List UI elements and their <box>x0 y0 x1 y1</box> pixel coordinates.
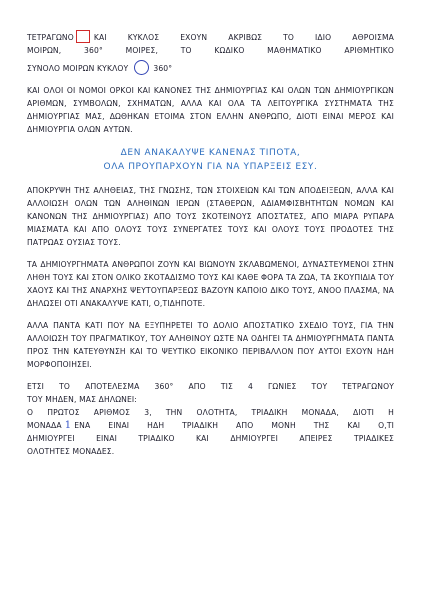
paragraph-result <box>27 380 394 458</box>
paragraph-plan: ΑΛΛΑ ΠΑΝΤΑ ΚΑΤΙ ΠΟΥ ΝΑ ΕΞΥΠΗΡΕΤΕΙ ΤΟ ΔΟΛΙΟ ΑΠΟΣΤΑΤΙΚΟ ΣΧΕΔΙΟ ΤΟΥΣ, ΓΙΑ ΤΗΝ ΑΛΛΟΙΩΣΗ ΤΟΥ ΠΡΑΓΜΑΤΙΚΟΥ, ΤΟΥ ΑΛΗΘΙΝΟΥ ΩΣΤΕ ΝΑ ΟΔΗΓΕΙ ΤΑ ΔΗΜΙΟΥΡΓΗΜΑΤΑ ΠΑΝΤΑ ΠΡΟΣ ΤΗΝ ΚΑΤΕΥΘΥΝΣΗ ΚΑΙ ΤΟ ΨΕΥΤΙΚΟ ΕΙΚΟΝΙΚΟ ΠΕΡΙΒΑΛΛΟΝ ΠΟΥ ΑΥΤΟΙ ΕΧΟΥΝ ΗΔΗ ΜΟΡΦΟΠΟΙΗΣΕΙ. <box>27 321 394 369</box>
spacer <box>27 310 394 319</box>
intro-text-sum: ΣΥΝΟΛΟ ΜΟΙΡΩΝ ΚΥΚΛΟΥ <box>27 64 129 73</box>
spacer <box>27 249 394 258</box>
result-line-3: Ο ΠΡΩΤΟΣ ΑΡΙΘΜΟΣ 3, ΤΗΝ ΟΛΟΤΗΤΑ, ΤΡΙΑΔΙΚΗ ΜΟΝΑΔΑ, ΔΙΟΤΙ Η <box>27 408 394 417</box>
intro-line-3 <box>27 60 394 75</box>
square-icon <box>76 30 90 43</box>
result-line-6: ΟΛΟΤΗΤΕΣ ΜΟΝΑΔΕΣ. <box>27 447 115 456</box>
result-line-5: ΔΗΜΙΟΥΡΓΕΙ ΕΙΝΑΙ ΤΡΙΑΔΙΚΟ ΚΑΙ ΔΗΜΙΟΥΡΓΕΙ ΑΠΕΙΡΕΣ ΤΡΙΑΔΙΚΕΣ <box>27 434 394 443</box>
intro-line-2: ΜΟΙΡΩΝ, 360° ΜΟΙΡΕΣ, ΤΟ ΚΩΔΙΚΟ ΜΑΘΗΜΑΤΙΚΟ ΑΡΙΘΜΗΤΙΚΟ <box>27 46 394 55</box>
result-text-unit: ΜΟΝΑΔΑ <box>27 421 62 430</box>
result-line-4 <box>27 419 394 432</box>
heading-line-2: ΟΛΑ ΠΡΟΥΠΑΡΧΟΥΝ ΓΙΑ ΝΑ ΥΠΑΡΞΕΙΣ ΕΣΥ. <box>103 162 318 172</box>
intro-text-circle: ΚΑΙ ΚΥΚΛΟΣ ΕΧΟΥΝ ΑΚΡΙΒΩΣ ΤΟ ΙΔΙΟ ΑΘΡΟΙΣΜΑ <box>93 33 394 42</box>
intro-text-square: ΤΕΤΡΑΓΩΝΟ <box>27 33 74 42</box>
paragraph-laws: ΚΑΙ ΟΛΟΙ ΟΙ ΝΟΜΟΙ ΟΡΚΟΙ ΚΑΙ ΚΑΝΟΝΕΣ ΤΗΣ ΔΗΜΙΟΥΡΓΙΑΣ ΚΑΙ ΟΛΩΝ ΤΩΝ ΔΗΜΙΟΥΡΓΙΚΩΝ ΑΡΙΘΜΩΝ, ΣΥΜΒΟΛΩΝ, ΣΧΗΜΑΤΩΝ, ΑΛΛΑ ΚΑΙ ΟΛΑ ΤΑ ΛΕΙΤΟΥΡΓΙΚΑ ΣΥΣΤΗΜΑΤΑ ΤΗΣ ΔΗΜΙΟΥΡΓΙΑΣ ΜΑΣ, ΔΩΘΗΚΑΝ ΕΤΟΙΜΑ ΣΤΟΝ ΕΛΛΗΝ ΑΝΘΡΩΠΟ, ΔΙΟΤΙ ΕΙΝΑΙ ΜΕΡΟΣ ΚΑΙ ΔΗΜΙΟΥΡΓΙΑ ΟΛΩΝ ΑΥΤΩΝ. <box>27 86 394 134</box>
intro-line-1 <box>27 30 394 44</box>
spacer <box>27 371 394 380</box>
result-line-1: ΕΤΣΙ ΤΟ ΑΠΟΤΕΛΕΣΜΑ 360° ΑΠΟ ΤΙΣ 4 ΓΩΝΙΕΣ ΤΟΥ ΤΕΤΡΑΓΩΝΟΥ <box>27 382 394 391</box>
result-text-triadic: ΕΝΑ ΕΙΝΑΙ ΗΔΗ ΤΡΙΑΔΙΚΗ ΑΠΟ ΜΟΝΗ ΤΗΣ ΚΑΙ Ο,ΤΙ <box>74 421 394 430</box>
circle-icon <box>134 60 149 75</box>
paragraph-creations: ΤΑ ΔΗΜΙΟΥΡΓΗΜΑΤΑ ΑΝΘΡΩΠΟΙ ΖΟΥΝ ΚΑΙ ΒΙΩΝΟΥΝ ΣΚΛΑΒΩΜΕΝΟΙ, ΔΥΝΑΣΤΕΥΜΕΝΟΙ ΣΤΗΝ ΛΗΘΗ ΤΟΥΣ ΚΑΙ ΣΤΟΝ ΟΛΙΚΟ ΣΚΟΤΑΔΙΣΜΟ ΤΟΥΣ ΚΑΙ ΚΑΘΕ ΦΟΡΑ ΤΑ ΖΩΑ, ΤΑ ΣΚΟΥΠΙΔΙΑ ΤΟΥ ΧΑΟΥΣ ΚΑΙ ΤΗΣ ΑΝΑΡΧΗΣ ΨΕΥΤΟΥΠΑΡΞΕΩΣ ΒΑΖΟΥΝ ΚΑΠΟΙΟ ΔΙΚΟ ΤΟΥΣ, ΑΝΟΟ ΠΛΑΣΜΑ, ΝΑ ΔΗΛΩΣΕΙ ΟΤΙ ΑΝΑΚΑΛΥΨΕ ΚΑΤΙ, Ο,ΤΙΔΗΠΟΤΕ. <box>27 260 394 308</box>
intro-text-degrees: 360° <box>153 64 173 73</box>
heading-line-1: ΔΕΝ ΑΝΑΚΑΛΥΨΕ ΚΑΝΕΝΑΣ ΤΙΠΟΤΑ, <box>120 148 301 158</box>
number-one-glyph: 1 <box>64 420 72 431</box>
intro-paragraph <box>27 30 394 75</box>
spacer <box>27 75 394 84</box>
result-line-2: ΤΟΥ ΜΗΔΕΝ, ΜΑΣ ΔΗΛΩΝΕΙ: <box>27 395 138 404</box>
paragraph-concealment: ΑΠΟΚΡΥΨΗ ΤΗΣ ΑΛΗΘΕΙΑΣ, ΤΗΣ ΓΝΩΣΗΣ, ΤΩΝ ΣΤΟΙΧΕΙΩΝ ΚΑΙ ΤΩΝ ΑΠΟΔΕΙΞΕΩΝ, ΑΛΛΑ ΚΑΙ ΑΛΛΟΙΩΣΗ ΟΛΩΝ ΤΩΝ ΑΛΗΘΙΝΩΝ ΙΕΡΩΝ (ΣΤΑΘΕΡΩΝ, ΑΔΙΑΜΦΙΣΒΗΤΗΤΩΝ ΝΟΜΩΝ ΚΑΙ ΚΑΝΟΝΩΝ ΤΗΣ ΔΗΜΙΟΥΡΓΙΑΣ) ΑΠΟ ΤΟΥΣ ΣΚΟΤΕΙΝΟΥΣ ΑΠΟΣΤΑΤΕΣ, ΑΠΟ ΜΙΑΡΑ ΡΥΠΑΡΑ ΜΙΑΣΜΑΤΑ ΚΑΙ ΑΠΟ ΟΛΟΥΣ ΤΟΥΣ ΣΥΝΕΡΓΑΤΕΣ ΤΟΥΣ ΚΑΙ ΟΛΟΥΣ ΤΟΥΣ ΠΡΟΔΟΤΕΣ ΤΗΣ ΠΑΤΡΩΑΣ ΟΥΣΙΑΣ ΤΟΥΣ. <box>27 186 394 247</box>
heading <box>27 146 394 174</box>
